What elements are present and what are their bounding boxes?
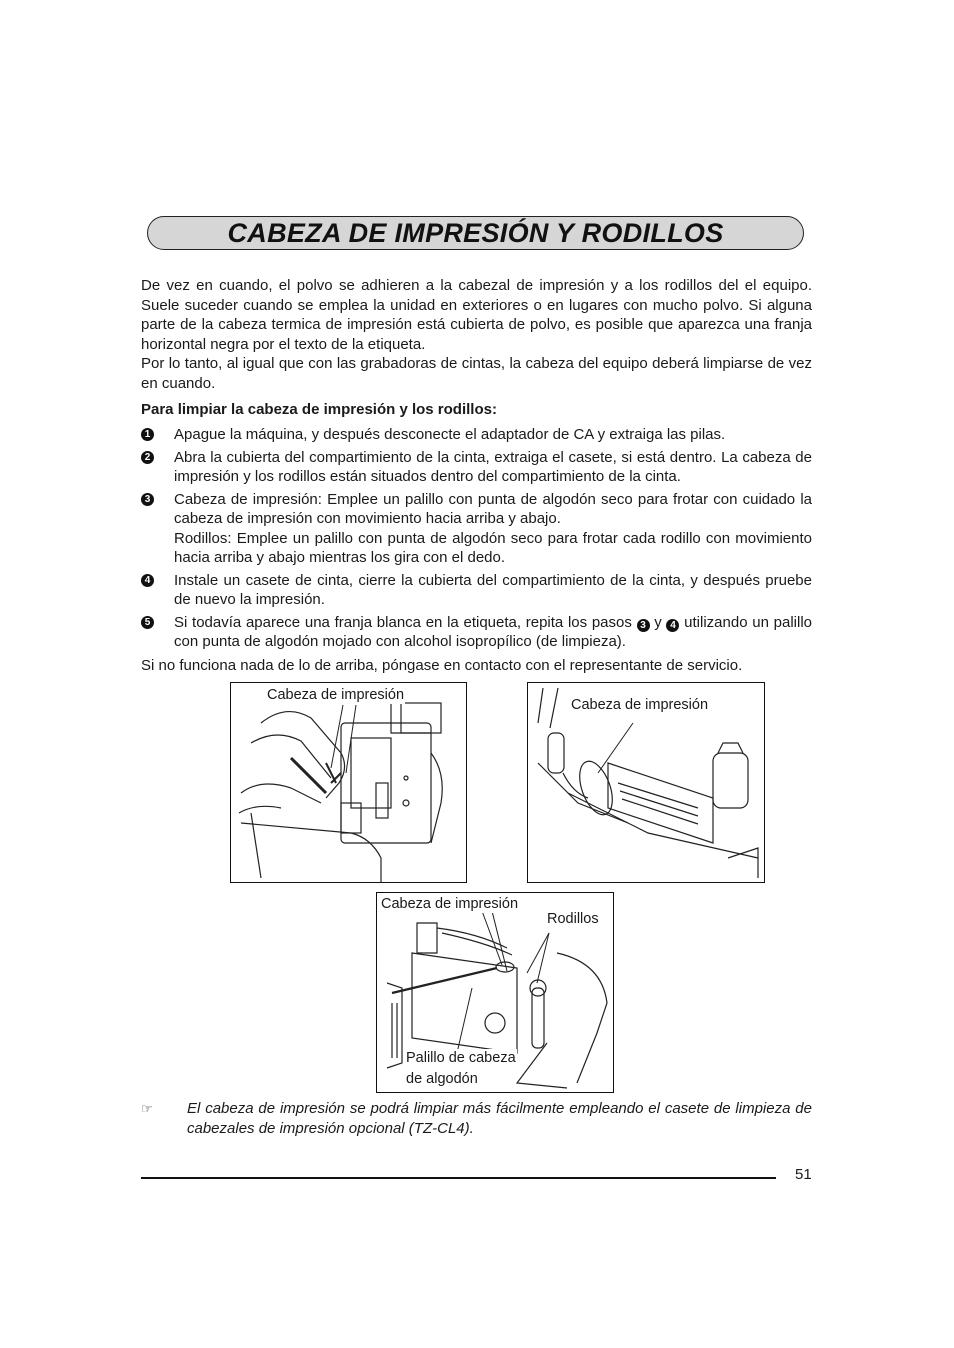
step-text: Apague la máquina, y después desconecte el adaptador de CA y extraiga las pilas. <box>174 426 726 443</box>
figure-label-print-head: Cabeza de impresión <box>381 896 519 912</box>
page-title: CABEZA DE IMPRESIÓN Y RODILLOS <box>227 217 724 248</box>
step-number: 1 <box>141 428 154 441</box>
figure-label-print-head: Cabeza de impresión <box>267 687 405 703</box>
step-text-part: Si todavía aparece una franja blanca en la etiqueta, repita los pasos <box>174 613 637 631</box>
step-ref-number: 4 <box>666 619 679 632</box>
figure-rollers-cleaning <box>376 892 614 1093</box>
footer-divider <box>141 1177 776 1179</box>
step-ref-number: 3 <box>637 619 650 632</box>
final-text: Si no funciona nada de lo de arriba, póngase en contacto con el representante de servicio. <box>141 657 743 674</box>
step-number: 4 <box>141 574 154 587</box>
figure-1-illustration <box>231 683 467 883</box>
step-text-part: y <box>649 613 667 631</box>
step-text: Abra la cubierta del compartimiento de la cinta, extraiga el casete, si está dentro. La cabeza de impresión y los rodillos están situados dentro del compartimiento de la cinta. <box>174 448 812 485</box>
step-text: Instale un casete de cinta, cierre la cubierta del compartimiento de la cinta, y después pruebe de nuevo la impresión. <box>174 571 812 608</box>
figure-label-rollers: Rodillos <box>547 911 599 927</box>
pointing-hand-icon: ☞ <box>141 1101 153 1116</box>
step-number: 5 <box>141 616 154 629</box>
intro-paragraph-2: Por lo tanto, al igual que con las grabadoras de cintas, la cabeza del equipo deberá limpiarse de vez en cuando. <box>141 355 812 392</box>
step-number: 3 <box>141 493 154 506</box>
step-4 <box>141 571 812 610</box>
step-2 <box>141 448 812 487</box>
step-text: Rodillos: Emplee un palillo con punta de algodón seco para frotar cada rodillo con movimiento hacia arriba y abajo mientras los gira con el dedo. <box>174 529 812 566</box>
intro-text <box>141 276 812 393</box>
step-3 <box>141 490 812 568</box>
step-1 <box>141 425 812 445</box>
page-number: 51 <box>795 1166 812 1183</box>
figure-print-head-cleaning <box>230 682 467 883</box>
note <box>141 1099 812 1138</box>
subheading: Para limpiar la cabeza de impresión y los rodillos: <box>141 401 497 418</box>
figure-print-head-closeup <box>527 682 765 883</box>
figure-label-print-head: Cabeza de impresión <box>571 697 709 713</box>
step-text-part: utilizando un palillo con punta de algodón mojado con alcohol isopropílico (de limpieza). <box>174 613 812 650</box>
steps-list <box>141 425 812 655</box>
section-title-bar <box>147 216 804 250</box>
step-text <box>174 613 812 652</box>
step-text: Cabeza de impresión: Emplee un palillo con punta de algodón seco para frotar con cuidado la cabeza de impresión con movimiento hacia arriba y abajo. <box>174 490 812 527</box>
figure-label-swab-line-2: de algodón <box>406 1071 478 1087</box>
figure-label-swab-line-1: Palillo de cabeza <box>406 1050 516 1066</box>
step-5 <box>141 613 812 652</box>
intro-paragraph-1: De vez en cuando, el polvo se adhieren a la cabezal de impresión y a los rodillos del el equipo. Suele suceder cuando se emplea la unidad en exteriores o en lugares con mucho polvo. Si alguna parte de la cabeza termica de impresión está cubierta de polvo, es posible que aparezca una franja horizontal negra por el texto de la etiqueta. <box>141 277 812 353</box>
step-number: 2 <box>141 451 154 464</box>
note-text: El cabeza de impresión se podrá limpiar más fácilmente empleando el casete de limpieza de cabezales de impresión opcional (TZ-CL4). <box>187 1100 812 1137</box>
